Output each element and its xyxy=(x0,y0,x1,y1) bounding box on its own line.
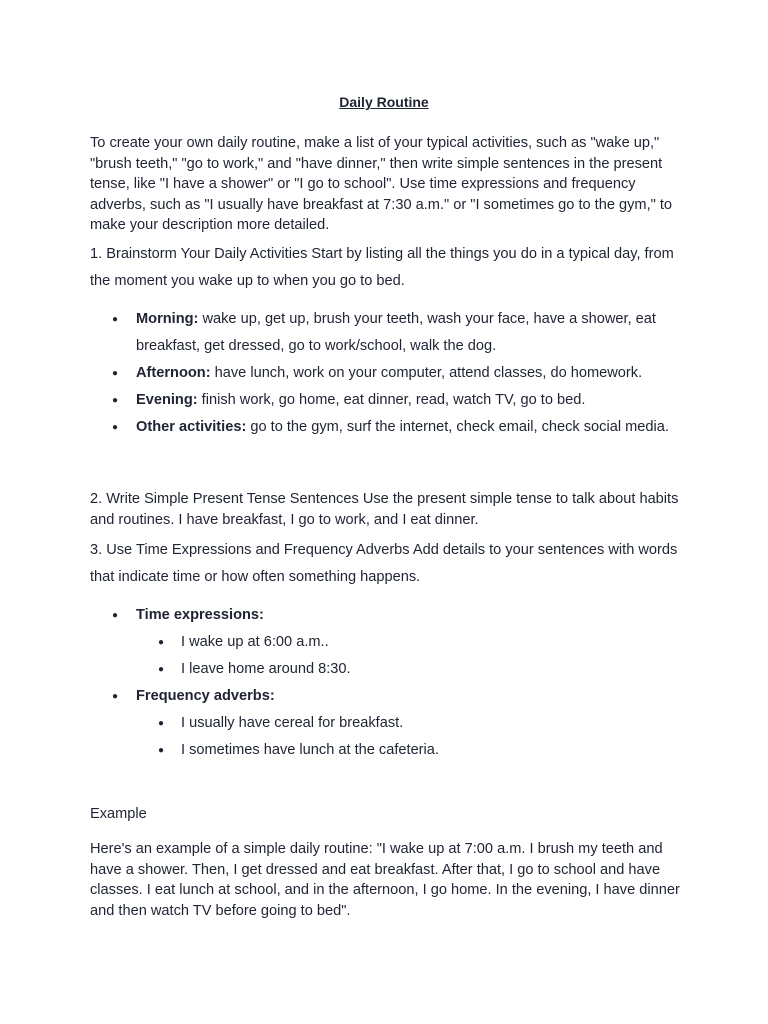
list-item-label: Morning: xyxy=(136,311,199,327)
list-item-label: Evening: xyxy=(136,392,198,408)
list-item-text: go to the gym, surf the internet, check email, check social media. xyxy=(246,419,669,435)
list-item-evening xyxy=(90,387,690,414)
list-item-afternoon xyxy=(90,360,690,387)
page-title: Daily Routine xyxy=(339,94,429,110)
sublist-item: ● I leave home around 8:30. xyxy=(136,656,690,683)
list-item-text: wake up, get up, brush your teeth, wash your face, have a shower, eat breakfast, get dressed, go to work/school, walk the dog. xyxy=(136,311,656,354)
list-item-morning xyxy=(90,306,690,360)
intro-paragraph: To create your own daily routine, make a list of your typical activities, such as "wake up," "brush teeth," "go to work," and "have dinner," then write simple sentences in the present tense, like "I have a shower" or "I go to school". Use time expressions and frequency adverbs, such as "I usually have breakfast at 7:30 a.m." or "I sometimes go to the gym," to make your description more detailed. xyxy=(90,135,673,234)
list-item-frequency-adverbs xyxy=(90,683,690,764)
activities-list xyxy=(90,306,690,441)
time-expressions-sublist xyxy=(136,629,690,683)
sublist-item: ● I usually have cereal for breakfast. xyxy=(136,710,690,737)
step-1-paragraph: 1. Brainstorm Your Daily Activities Start by listing all the things you do in a typical day, from the moment you wake up to when you go to bed. xyxy=(90,246,674,289)
step-3-paragraph: 3. Use Time Expressions and Frequency Adverbs Add details to your sentences with words that indicate time or how often something happens. xyxy=(90,542,678,585)
list-item-label: Other activities: xyxy=(136,419,247,435)
list-item-label: Time expressions: xyxy=(136,607,264,623)
example-paragraph: Here's an example of a simple daily routine: "I wake up at 7:00 a.m. I brush my teeth and have a shower. Then, I get dressed and eat breakfast. After that, I go to school and have classes. I eat lunch at school, and in the afternoon, I go home. In the evening, I have dinner and then watch TV before going to bed". xyxy=(90,841,680,919)
list-item-label: Afternoon: xyxy=(136,365,211,381)
frequency-adverbs-sublist xyxy=(136,710,690,764)
examples-list xyxy=(90,602,690,764)
sublist-item: ● I sometimes have lunch at the cafeteria. xyxy=(136,737,690,764)
list-item-other-activities xyxy=(90,414,690,441)
list-item-text: have lunch, work on your computer, attend classes, do homework. xyxy=(210,365,643,381)
list-item-time-expressions xyxy=(90,602,690,683)
list-item-text: finish work, go home, eat dinner, read, watch TV, go to bed. xyxy=(197,392,586,408)
list-item-label: Frequency adverbs: xyxy=(136,688,275,704)
example-heading: Example xyxy=(90,806,147,822)
step-2-paragraph: 2. Write Simple Present Tense Sentences Use the present simple tense to talk about habits and routines. I have breakfast, I go to work, and I eat dinner. xyxy=(90,491,679,528)
sublist-item: ● I wake up at 6:00 a.m.. xyxy=(136,629,690,656)
